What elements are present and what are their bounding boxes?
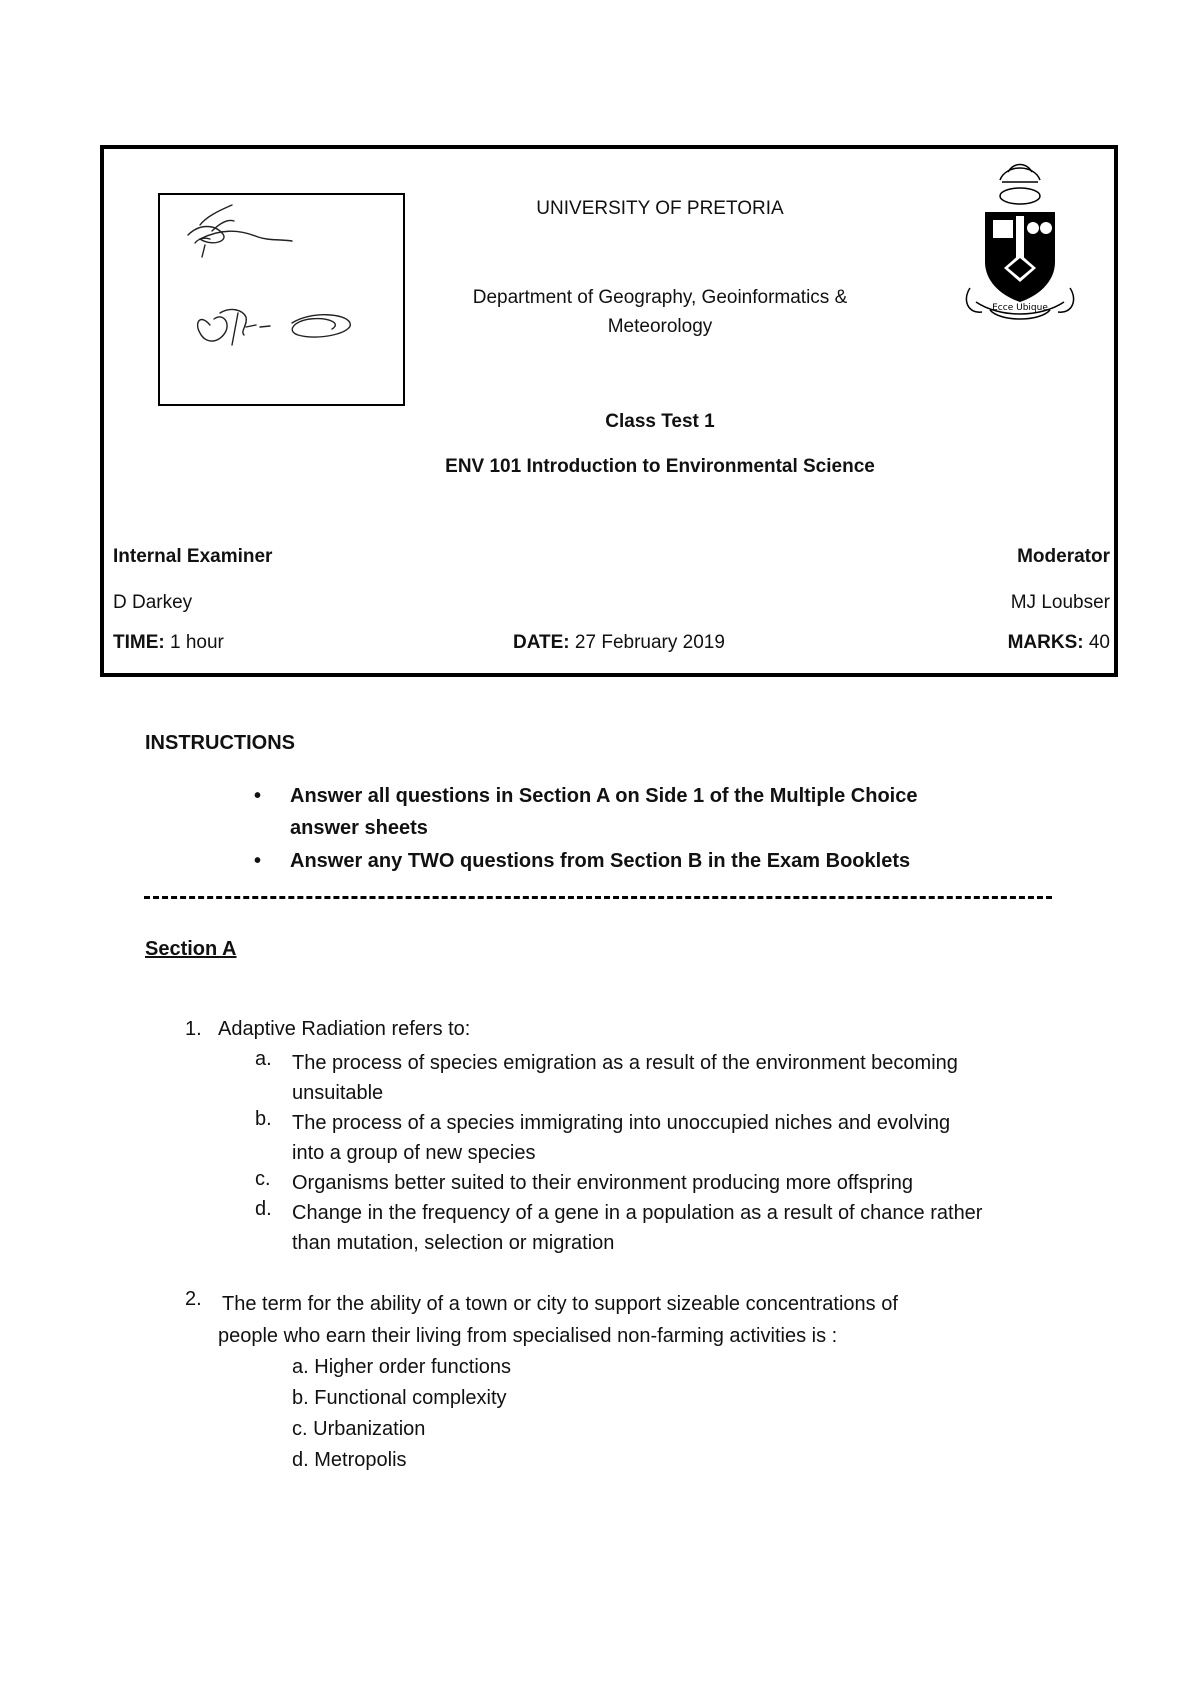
option-label: b. (255, 1108, 272, 1130)
moderator-name: MJ Loubser (1010, 592, 1110, 613)
course-title: ENV 101 Introduction to Environmental Science (445, 456, 875, 477)
option-label: d. (292, 1449, 309, 1471)
question-text (218, 1288, 1062, 1352)
option-text (292, 1168, 1062, 1198)
date-label: DATE: (513, 632, 570, 653)
option-text: Urbanization (313, 1418, 426, 1440)
option-line: The process of a species immigrating into unoccupied niches and evolving (292, 1112, 951, 1134)
question-text: Adaptive Radiation refers to: (218, 1018, 471, 1040)
date-field (513, 632, 725, 654)
marks-field (1008, 632, 1110, 654)
option-text: Higher order functions (314, 1356, 512, 1378)
option-label: d. (255, 1198, 272, 1220)
instruction-item (254, 845, 1050, 877)
question-line: people who earn their living from specialised non-farming activities is : (218, 1325, 838, 1347)
question-number: 1. (185, 1018, 202, 1040)
marks-value: 40 (1088, 632, 1110, 653)
time-label: TIME: (113, 632, 165, 653)
question-number: 2. (185, 1288, 202, 1310)
bullet-icon: • (254, 850, 262, 872)
internal-examiner-name: D Darkey (113, 592, 193, 613)
option-text (292, 1108, 1062, 1168)
instruction-line: Answer all questions in Section A on Side 1 of the Multiple Choice (290, 785, 918, 807)
crest-motto: Ecce Ubique (992, 303, 1048, 313)
option-line: The process of species emigration as a result of the environment becoming (292, 1052, 958, 1074)
option-list (292, 1352, 511, 1476)
option-text (292, 1198, 1072, 1258)
option-item (292, 1445, 511, 1476)
option-text: Metropolis (314, 1449, 407, 1471)
option-item (292, 1414, 511, 1445)
option-label: c. (255, 1168, 271, 1190)
option-line: Organisms better suited to their environment producing more offspring (292, 1172, 914, 1194)
crest-icon (960, 150, 1080, 325)
option-line: into a group of new species (292, 1142, 536, 1164)
option-line: unsuitable (292, 1082, 384, 1104)
option-item (292, 1383, 511, 1414)
option-text: Functional complexity (314, 1387, 507, 1409)
moderator-label: Moderator (1017, 546, 1110, 567)
instruction-line: answer sheets (290, 817, 428, 839)
university-name: UNIVERSITY OF PRETORIA (536, 198, 784, 219)
university-crest (960, 150, 1080, 325)
instruction-line: Answer any TWO questions from Section B in the Exam Booklets (290, 850, 911, 872)
instruction-item (254, 780, 1050, 844)
option-label: c. (292, 1418, 308, 1440)
time-value: 1 hour (170, 632, 224, 653)
department-line1: Department of Geography, Geoinformatics & (472, 287, 848, 308)
section-title: Section A (145, 938, 237, 960)
marks-label: MARKS: (1007, 632, 1084, 653)
department-line2: Meteorology (607, 316, 713, 337)
test-title: Class Test 1 (605, 411, 715, 432)
time-field (113, 632, 224, 654)
signature-image (160, 195, 403, 404)
option-item (292, 1352, 511, 1383)
option-label: a. (255, 1048, 272, 1070)
date-value: 27 February 2019 (574, 632, 725, 653)
option-line: Change in the frequency of a gene in a population as a result of chance rather (292, 1202, 983, 1224)
instructions-heading: INSTRUCTIONS (145, 732, 295, 754)
bullet-icon: • (254, 785, 262, 807)
question-line: The term for the ability of a town or city to support sizeable concentrations of (222, 1293, 898, 1315)
option-line: than mutation, selection or migration (292, 1232, 615, 1254)
dashed-divider (144, 896, 1052, 899)
option-label: b. (292, 1387, 309, 1409)
option-label: a. (292, 1356, 309, 1378)
signature-box (158, 193, 405, 406)
option-text (292, 1048, 1062, 1108)
internal-examiner-label: Internal Examiner (113, 546, 273, 567)
